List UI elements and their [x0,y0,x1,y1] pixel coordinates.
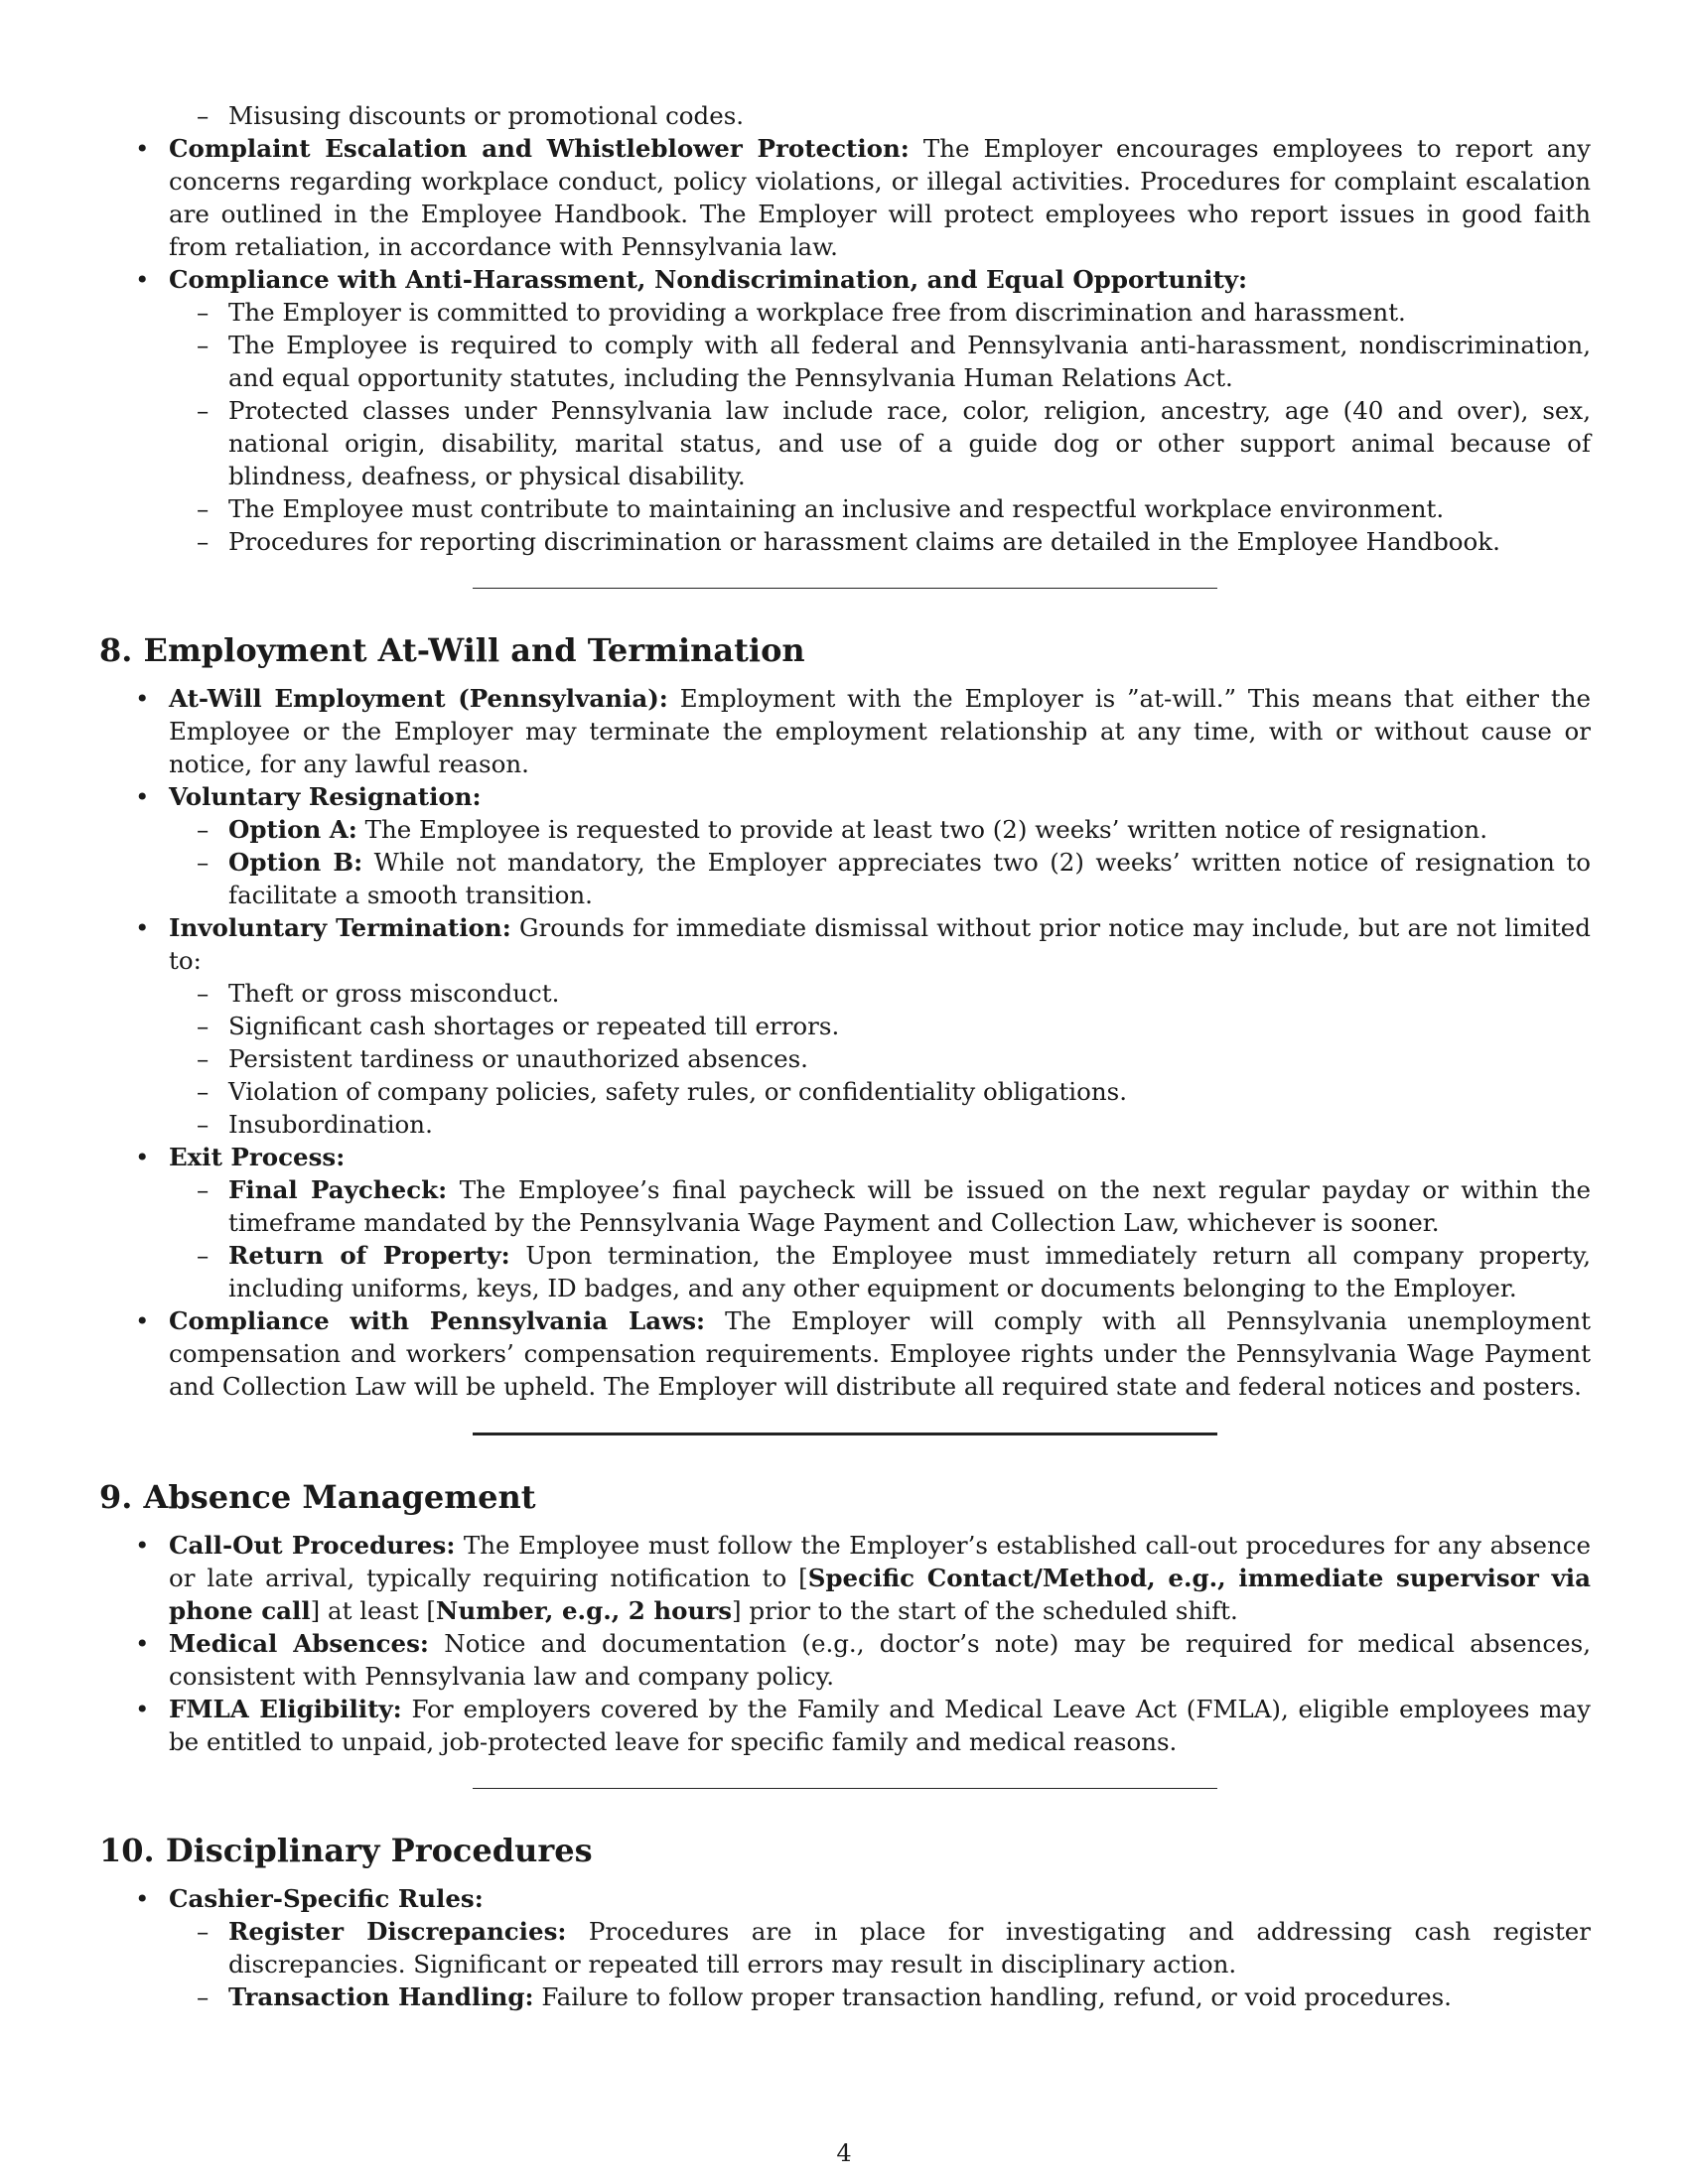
section-title: 9. Absence Management [99,1478,536,1516]
section-divider [473,588,1217,589]
item-text: The Employer encourages employees to report any concerns regarding workplace conduct, policy violations, or illegal activities. Procedures for complaint escalation are outlined in the Employee Handbook. The Employer will protect employees who report issues in good faith from retaliation, in accordance with Pennsylvania law. [169,134,1591,261]
item-label: Register Discrepancies: [228,1917,567,1946]
list-item [99,846,1591,911]
dash-marker: – [197,396,210,425]
item-text: The Employee is requested to provide at least two (2) weeks’ written notice of resignation. [364,815,1487,844]
bullet-marker: • [135,1143,150,1171]
item-label: At-Will Employment (Pennsylvania): [169,684,668,713]
dash-marker: – [197,1077,210,1106]
item-text: For employers covered by the Family and Medical Leave Act (FMLA), eligible employees may be entitled to unpaid, job-protected leave for specific family and medical reasons. [169,1695,1591,1756]
bullet-marker: • [135,1884,150,1913]
list-item-text: The Employee must contribute to maintaining an inclusive and respectful workplace environment. [228,494,1445,523]
list-item-text: The Employee is required to comply with all federal and Pennsylvania anti-harassment, nondiscrimination, and equal opportunity statutes, including the Pennsylvania Human Relations Act. [228,331,1591,392]
bullet-marker: • [135,1695,150,1723]
placeholder-contact: Specific Contact/Method, e.g., immediate supervisor via phone call [169,1564,1591,1625]
section-divider [473,1433,1217,1435]
bullet-marker: • [135,684,150,713]
section-8-list [99,682,1591,1403]
list-item [99,1915,1591,1980]
list-item [99,99,1591,132]
item-text: ] at least [ [310,1596,436,1625]
list-item [99,1141,1591,1173]
dash-marker: – [197,527,210,556]
section-title: 10. Disciplinary Procedures [99,1832,593,1869]
list-item [99,1304,1591,1403]
item-label: Option B: [228,848,363,877]
dash-marker: – [197,101,210,130]
item-label: Return of Property: [228,1241,510,1270]
list-item [99,813,1591,846]
bullet-marker: • [135,1531,150,1560]
item-text: Grounds for immediate dismissal without prior notice may include, but are not limited to: [169,913,1591,975]
list-item-text: Insubordination. [228,1110,433,1139]
continued-list [99,99,1591,558]
dash-marker: – [197,815,210,844]
dash-marker: – [197,979,210,1008]
dash-marker: – [197,1917,210,1946]
item-label: Transaction Handling: [228,1982,534,2011]
list-item-text: Persistent tardiness or unauthorized absences. [228,1044,808,1073]
dash-marker: – [197,331,210,359]
list-item [99,394,1591,492]
list-item [99,682,1591,780]
item-label: Voluntary Resignation: [169,782,482,811]
page-number: 4 [836,2139,852,2167]
item-label: Compliance with Pennsylvania Laws: [169,1306,706,1335]
item-text: While not mandatory, the Employer appreciates two (2) weeks’ written notice of resignation to facilitate a smooth transition. [228,848,1591,909]
item-text: Procedures are in place for investigating and addressing cash register discrepancies. Significant or repeated till errors may result in disciplinary action. [228,1917,1591,1979]
list-item-text: The Employer is committed to providing a workplace free from discrimination and harassment. [228,298,1406,327]
item-text: Failure to follow proper transaction handling, refund, or void procedures. [541,1982,1452,2011]
item-label: Option A: [228,815,357,844]
list-item [99,911,1591,977]
dash-marker: – [197,1241,210,1270]
item-label: Final Paycheck: [228,1175,448,1204]
item-text: Upon termination, the Employee must immediately return all company property, including uniforms, keys, ID badges, and any other equipment or documents belonging to the Employer. [228,1241,1591,1302]
list-item-text: Significant cash shortages or repeated till errors. [228,1012,840,1040]
dash-marker: – [197,298,210,327]
list-item [99,263,1591,296]
item-label: FMLA Eligibility: [169,1695,402,1723]
list-item [99,329,1591,394]
list-item [99,296,1591,329]
list-item [99,1173,1591,1239]
dash-marker: – [197,848,210,877]
section-9-list [99,1529,1591,1758]
section-title: 8. Employment At-Will and Termination [99,631,805,669]
list-item [99,1627,1591,1693]
list-item-text: Procedures for reporting discrimination or harassment claims are detailed in the Employee Handbook. [228,527,1500,556]
item-label: Complaint Escalation and Whistleblower Protection: [169,134,910,163]
bullet-marker: • [135,913,150,942]
list-item-text: Protected classes under Pennsylvania law include race, color, religion, ancestry, age (40 and over), sex, national origin, disability, marital status, and use of a guide dog or other support animal because of blindness, deafness, or physical disability. [228,396,1591,490]
dash-marker: – [197,1175,210,1204]
list-item [99,780,1591,813]
bullet-marker: • [135,134,150,163]
section-10-heading [99,1831,1591,1870]
list-item [99,1042,1591,1075]
list-item [99,1108,1591,1141]
dash-marker: – [197,1982,210,2011]
dash-marker: – [197,1110,210,1139]
item-text: Employment with the Employer is ”at-will.” This means that either the Employee or the Employer may terminate the employment relationship at any time, with or without cause or notice, for any lawful reason. [169,684,1591,778]
bullet-marker: • [135,782,150,811]
item-label: Cashier-Specific Rules: [169,1884,484,1913]
item-label: Medical Absences: [169,1629,429,1658]
section-divider [473,1788,1217,1789]
item-text: The Employee’s final paycheck will be issued on the next regular payday or within the timeframe mandated by the Pennsylvania Wage Payment and Collection Law, whichever is sooner. [228,1175,1592,1237]
bullet-marker: • [135,1629,150,1658]
item-text: Notice and documentation (e.g., doctor’s note) may be required for medical absences, consistent with Pennsylvania law and company policy. [169,1629,1591,1691]
list-item [99,1529,1591,1627]
dash-marker: – [197,494,210,523]
list-item [99,1980,1591,2013]
dash-marker: – [197,1044,210,1073]
item-label: Involuntary Termination: [169,913,511,942]
item-label: Exit Process: [169,1143,346,1171]
placeholder-hours: Number, e.g., 2 hours [435,1596,733,1625]
item-label: Compliance with Anti-Harassment, Nondiscrimination, and Equal Opportunity: [169,265,1248,294]
list-item-text: Misusing discounts or promotional codes. [228,101,745,130]
section-9-heading [99,1477,1591,1517]
list-item [99,1239,1591,1304]
page-content [99,99,1591,2013]
list-item [99,1010,1591,1042]
section-10-list [99,1882,1591,2013]
section-8-heading [99,630,1591,670]
list-item [99,132,1591,263]
list-item [99,1882,1591,1915]
list-item [99,492,1591,525]
bullet-marker: • [135,1306,150,1335]
list-item [99,1075,1591,1108]
item-text: The Employee must follow the Employer’s established call-out procedures for any absence or late arrival, typically requiring notification to [ [169,1531,1591,1592]
item-text: The Employer will comply with all Pennsylvania unemployment compensation and workers’ compensation requirements. Employee rights under the Pennsylvania Wage Payment and Collection Law will be upheld. The Employer will distribute all required state and federal notices and posters. [169,1306,1591,1401]
list-item [99,1693,1591,1758]
item-label: Call-Out Procedures: [169,1531,456,1560]
list-item [99,977,1591,1010]
list-item [99,525,1591,558]
item-text: ] prior to the start of the scheduled shift. [732,1596,1238,1625]
bullet-marker: • [135,265,150,294]
list-item-text: Theft or gross misconduct. [228,979,560,1008]
dash-marker: – [197,1012,210,1040]
list-item-text: Violation of company policies, safety rules, or confidentiality obligations. [228,1077,1128,1106]
